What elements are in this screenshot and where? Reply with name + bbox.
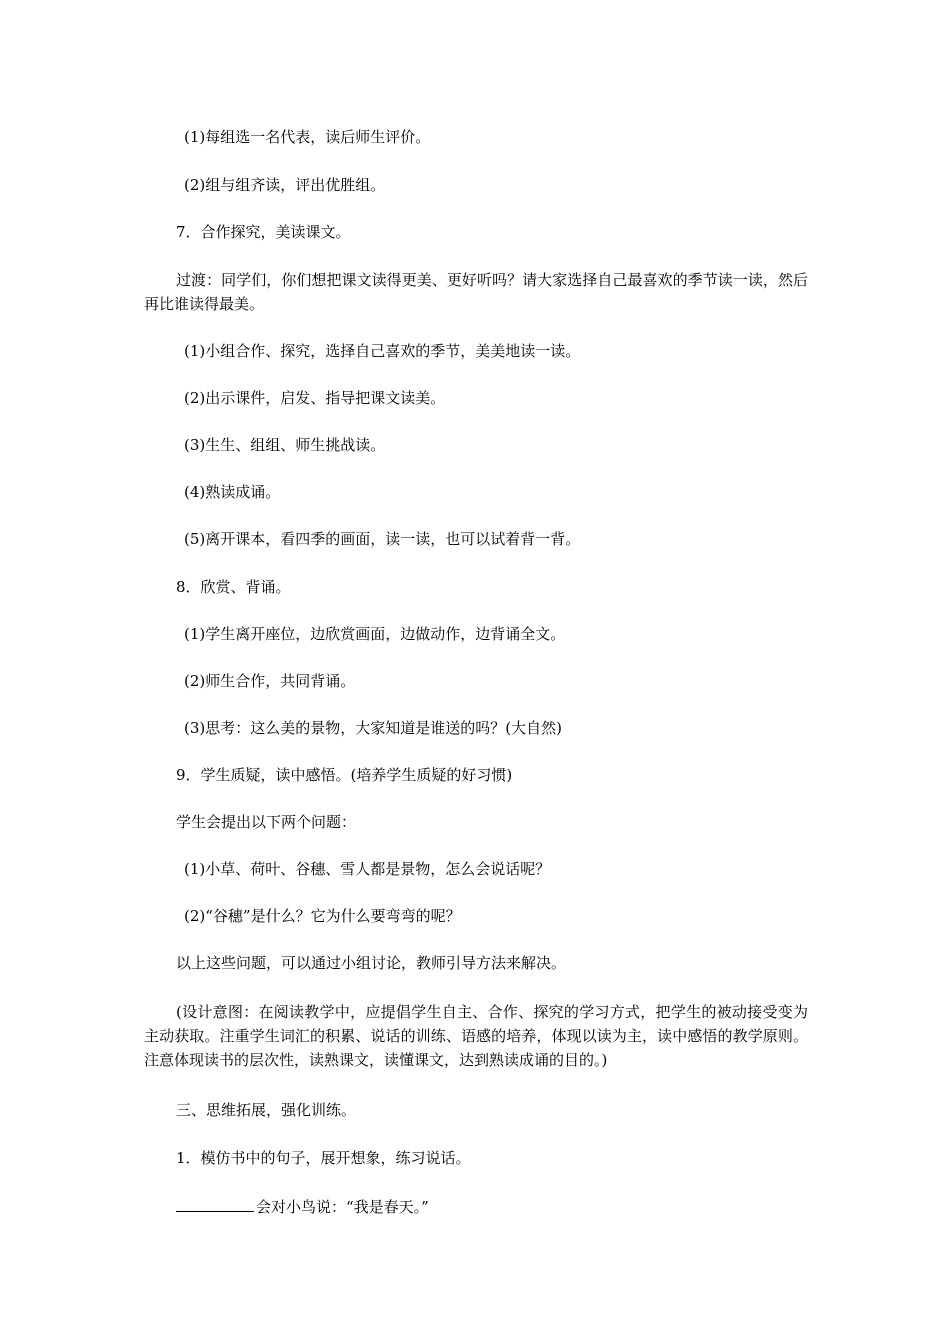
- step-6-item-2: (2)组与组齐读，评出优胜组。: [184, 176, 386, 194]
- transition-paragraph: 过渡：同学们，你们想把课文读得更美、更好听吗？请大家选择自己最喜欢的季节读一读，然后再比谁读得最美。: [144, 271, 808, 313]
- step-7-heading: 7．合作探究，美读课文。: [176, 223, 351, 241]
- step-9-heading: 9．学生质疑，读中感悟。(培养学生质疑的好习惯): [176, 766, 513, 784]
- step-7-item-5: (5)离开课本，看四季的画面，读一读，也可以试着背一背。: [184, 530, 581, 548]
- step-9-question-1: (1)小草、荷叶、谷穗、雪人都是景物，怎么会说话呢？: [184, 860, 551, 878]
- step-8-item-2: (2)师生合作，共同背诵。: [184, 672, 356, 690]
- step-6-item-1: (1)每组选一名代表，读后师生评价。: [184, 128, 431, 146]
- fill-in-text: 会对小鸟说：“我是春天。”: [256, 1198, 429, 1216]
- design-intent-paragraph: (设计意图：在阅读教学中，应提倡学生自主、合作、探究的学习方式，把学生的被动接受变为主动获取。注重学生词汇的积累、说话的训练、语感的培养，体现以读为主，读中感悟的教学原则。注意体现读书的层次性，读熟课文，读懂课文，达到熟读成诵的目的。): [144, 1003, 808, 1069]
- part-3-heading: 三、思维拓展，强化训练。: [176, 1101, 357, 1119]
- step-9-intro: 学生会提出以下两个问题：: [176, 813, 357, 831]
- step-7-item-1: (1)小组合作、探究，选择自己喜欢的季节，美美地读一读。: [184, 342, 581, 360]
- step-9-conclusion: 以上这些问题，可以通过小组讨论，教师引导方法来解决。: [176, 954, 567, 972]
- step-7-item-4: (4)熟读成诵。: [184, 483, 281, 501]
- fill-in-blank[interactable]: [176, 1195, 254, 1212]
- step-7-item-2: (2)出示课件，启发、指导把课文读美。: [184, 389, 446, 407]
- step-8-heading: 8．欣赏、背诵。: [176, 578, 291, 596]
- step-7-item-3: (3)生生、组组、师生挑战读。: [184, 436, 386, 454]
- step-8-item-1: (1)学生离开座位，边欣赏画面，边做动作，边背诵全文。: [184, 625, 566, 643]
- step-9-question-2: (2)“谷穗”是什么？它为什么要弯弯的呢？: [184, 907, 461, 925]
- part-3-item-1: 1．模仿书中的句子，展开想象，练习说话。: [176, 1149, 471, 1167]
- fill-in-sentence: [176, 1195, 429, 1217]
- step-8-item-3: (3)思考：这么美的景物，大家知道是谁送的吗？(大自然): [184, 719, 562, 737]
